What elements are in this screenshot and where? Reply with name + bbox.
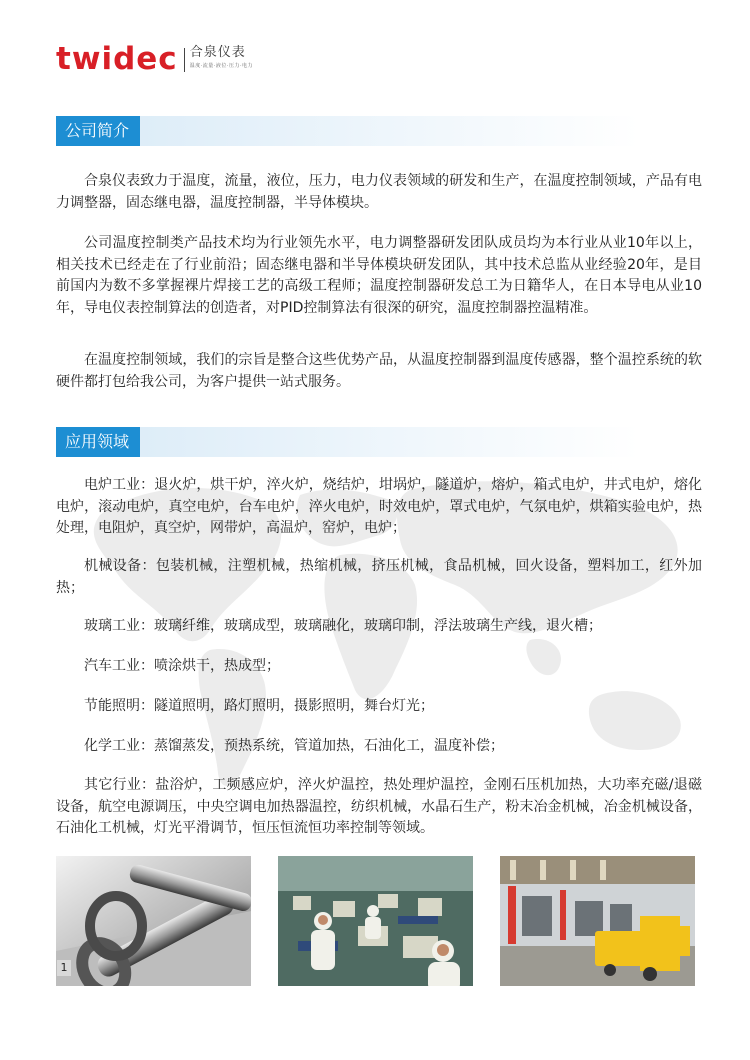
section-header-company-profile: [56, 116, 742, 146]
application-automotive: 汽车工业：喷涂烘干，热成型；: [84, 658, 280, 674]
photo-automated-production: [500, 856, 695, 986]
logo-divider: [184, 48, 185, 72]
section-title: 公司简介: [56, 116, 140, 146]
application-lighting: 节能照明：隧道照明，路灯照明，摄影照明，舞台灯光；: [84, 698, 434, 714]
logo-brand-chinese: 合泉仪表: [189, 45, 246, 60]
company-logo: [56, 41, 254, 78]
application-electric-furnace: 电炉工业：退火炉，烘干炉，淬火炉，烧结炉，坩埚炉，隧道炉，熔炉，箱式电炉，井式电炉，熔化电炉，滚动电炉，真空电炉，台车电炉，淬火电炉，时效电炉，罩式电炉，气氛电炉，烘箱实验电炉，热处理，电阻炉，真空炉，网带炉，高温炉，窑炉，电炉；: [56, 477, 702, 536]
logo-tagline: 温度·流量·液位·压力·电力: [189, 63, 254, 69]
application-chemical: 化学工业：蒸馏蒸发，预热系统，管道加热，石油化工，温度补偿；: [84, 738, 504, 754]
section-header-applications: [56, 427, 742, 457]
logo-wordmark: twidec: [56, 41, 178, 77]
intro-paragraph: 合泉仪表致力于温度，流量，液位，压力，电力仪表领域的研发和生产，在温度控制领域，产品有电力调整器，固态继电器，温度控制器，半导体模块。: [56, 173, 702, 211]
page-number: 1: [57, 960, 71, 976]
service-paragraph: 在温度控制领域，我们的宗旨是整合这些优势产品，从温度控制器到温度传感器，整个温控系统的软硬件都打包给我公司，为客户提供一站式服务。: [56, 352, 702, 390]
photo-assembly-line: [278, 856, 473, 986]
application-glass: 玻璃工业：玻璃纤维，玻璃成型，玻璃融化，玻璃印制，浮法玻璃生产线，退火槽；: [84, 618, 602, 634]
photo-metal-parts: [56, 856, 251, 986]
tech-paragraph: 公司温度控制类产品技术均为行业领先水平，电力调整器研发团队成员均为本行业从业10年以上，相关技术已经走在了行业前沿；固态继电器和半导体模块研发团队，其中技术总监从业经验20年，是目前国内为数不多掌握裸片焊接工艺的高级工程师；温度控制器研发总工为日籍华人，在日本导电从业10年，导电仪表控制算法的创造者，对PID控制算法有很深的研究，温度控制器控温精准。: [56, 235, 702, 316]
application-other: 其它行业：盐浴炉，工频感应炉，淬火炉温控，热处理炉温控，金刚石压机加热，大功率充磁/退磁设备，航空电源调压，中央空调电加热器温控，纺织机械，水晶石生产，粉末冶金机械，冶金机械设备，石油化工机械，灯光平滑调节，恒压恒流恒功率控制等领域。: [56, 777, 702, 836]
application-machinery: 机械设备：包装机械，注塑机械，热缩机械，挤压机械，食品机械，回火设备，塑料加工，红外加热；: [56, 558, 702, 596]
section-title: 应用领域: [56, 427, 140, 457]
